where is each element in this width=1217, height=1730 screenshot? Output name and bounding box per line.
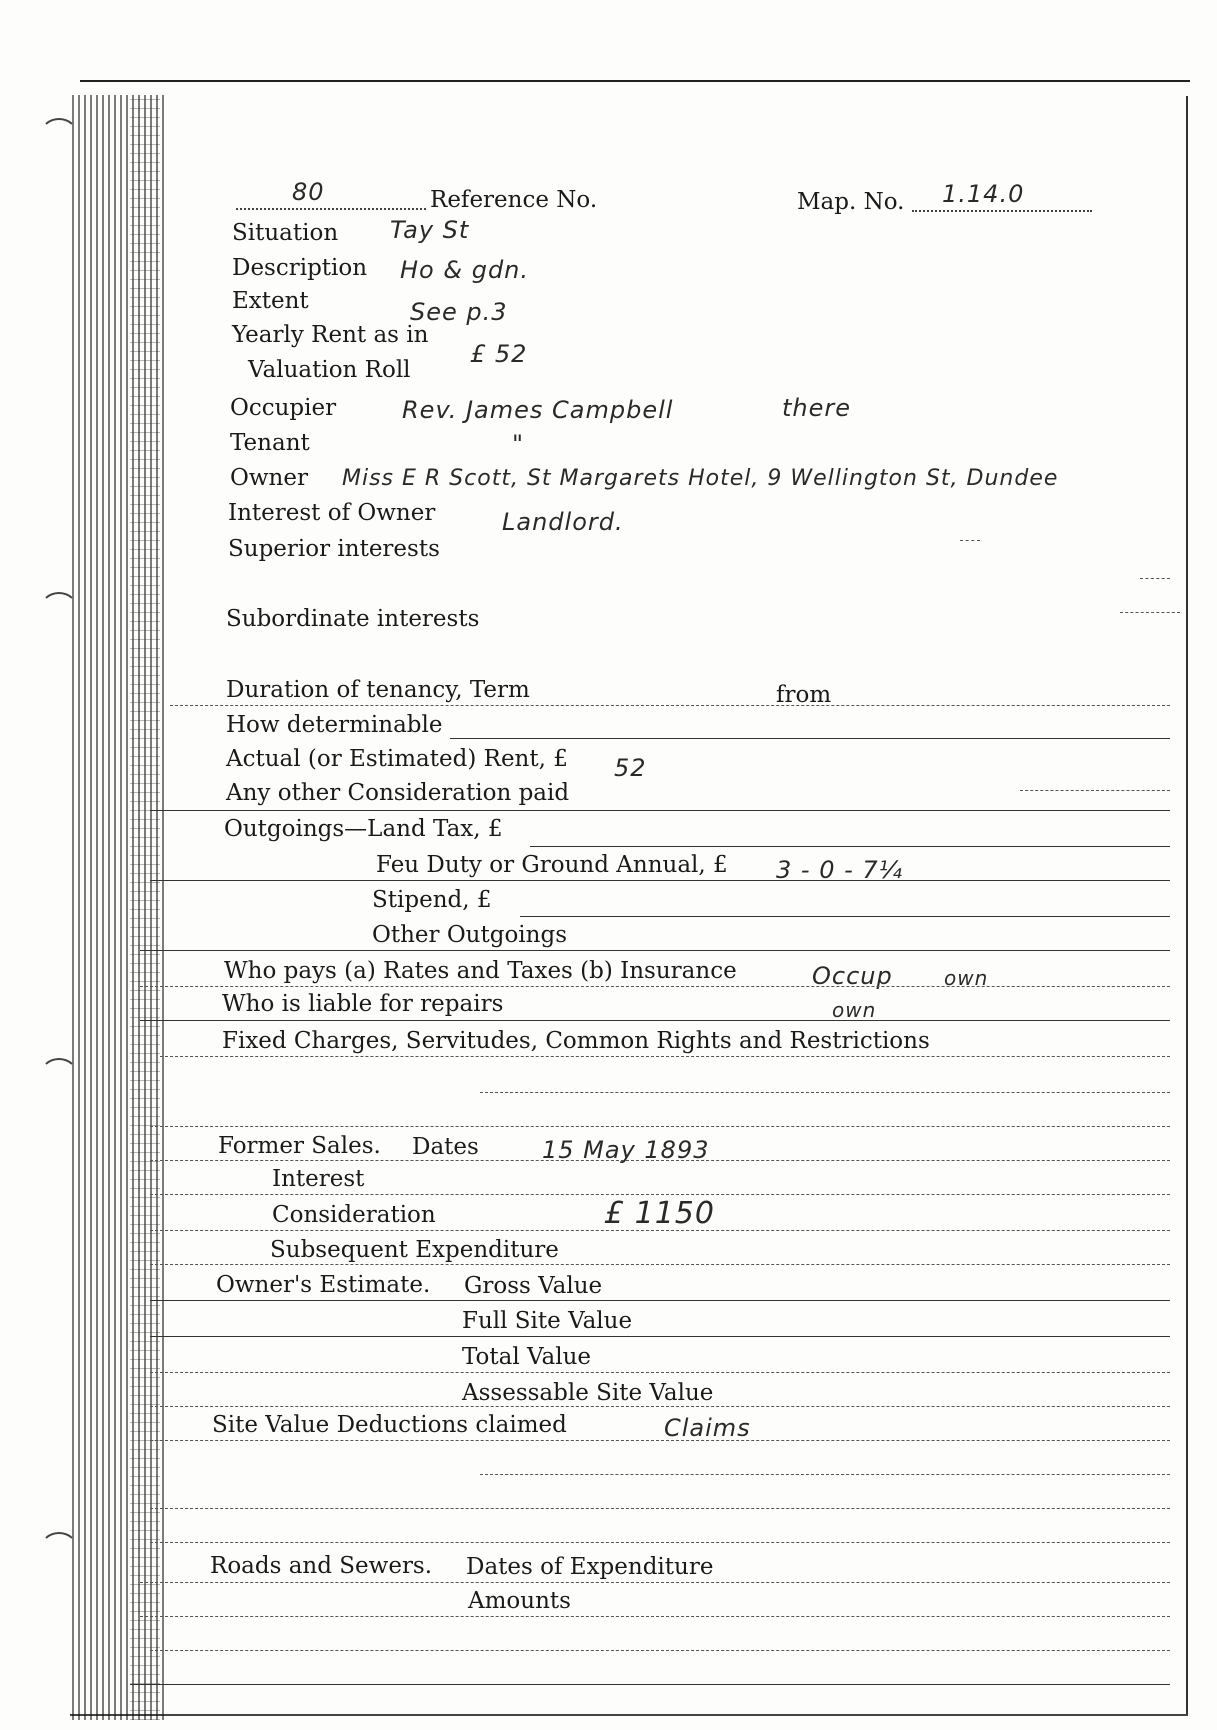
yearly-rent-label-2: Valuation Roll: [248, 357, 411, 383]
page-top-border: [80, 80, 1190, 82]
binder-ring-icon: [40, 1532, 78, 1566]
dash-mark: [150, 1542, 1170, 1543]
dash-mark: [480, 1474, 1170, 1475]
assessable-line: [150, 1406, 1170, 1407]
site-value-deductions-label: Site Value Deductions claimed: [212, 1412, 567, 1438]
total-value-label: Total Value: [462, 1344, 592, 1370]
description-value: Ho & gdn.: [400, 256, 530, 284]
owner-value: Miss E R Scott, St Margarets Hotel, 9 Wellington St, Dundee: [342, 466, 1059, 491]
how-determinable-label: How determinable: [226, 712, 443, 738]
dash-mark: [150, 1440, 1170, 1441]
yearly-rent-label-1: Yearly Rent as in: [232, 322, 429, 348]
who-pays-line: [140, 986, 1170, 987]
binder-ring-icon: [40, 118, 78, 152]
dash-mark: [1140, 578, 1170, 579]
former-sales-dates-value: 15 May 1893: [542, 1136, 710, 1164]
site-value-deductions-value: Claims: [664, 1414, 751, 1442]
bottom-line: [130, 1684, 1170, 1685]
liable-repairs-line: [140, 1020, 1170, 1021]
gross-value-label: Gross Value: [464, 1273, 603, 1299]
duration-from-label: from: [776, 682, 832, 708]
full-site-value-label: Full Site Value: [462, 1308, 633, 1334]
page-bottom-border: [70, 1714, 1188, 1716]
actual-rent-value: 52: [614, 754, 647, 782]
occupier-value: Rev. James Campbell: [402, 396, 674, 424]
actual-rent-label: Actual (or Estimated) Rent, £: [226, 746, 568, 772]
roads-line: [140, 1582, 1170, 1583]
feu-duty-label: Feu Duty or Ground Annual, £: [376, 852, 728, 878]
amounts-label: Amounts: [468, 1588, 571, 1614]
who-pays-label: Who pays (a) Rates and Taxes (b) Insurance: [224, 958, 737, 984]
subordinate-interests-label: Subordinate interests: [226, 606, 480, 632]
dash-mark: [150, 1126, 1170, 1127]
superior-interests-label: Superior interests: [228, 536, 440, 562]
dash-mark: [1020, 790, 1170, 791]
amounts-line: [140, 1616, 1170, 1617]
interest-of-owner-label: Interest of Owner: [228, 500, 436, 526]
dash-mark: [150, 1230, 1170, 1231]
dash-mark: [150, 1650, 1170, 1651]
liable-repairs-label: Who is liable for repairs: [222, 991, 504, 1017]
interest-label: Interest: [272, 1166, 365, 1192]
who-pays-insurance-value: own: [944, 966, 989, 990]
former-sales-label: Former Sales.: [218, 1133, 381, 1159]
consideration-label: Consideration: [272, 1202, 436, 1228]
occupier-label: Occupier: [230, 395, 337, 421]
outgoings-label: Outgoings—Land Tax, £: [224, 816, 503, 842]
fixed-charges-label: Fixed Charges, Servitudes, Common Rights and Restrictions: [222, 1028, 930, 1054]
dates-of-expenditure-label: Dates of Expenditure: [466, 1554, 714, 1580]
owners-estimate-label: Owner's Estimate.: [216, 1272, 431, 1298]
feu-duty-line: [150, 880, 1170, 881]
subsequent-expenditure-label: Subsequent Expenditure: [270, 1237, 559, 1263]
binding-stitching: [130, 95, 160, 1720]
dash-mark: [150, 1264, 1170, 1265]
map-no-label: Map. No.: [797, 189, 905, 215]
map-no-line: [912, 210, 1092, 212]
liable-repairs-value: own: [832, 998, 877, 1022]
situation-label: Situation: [232, 220, 339, 246]
page-right-border: [1186, 96, 1188, 1716]
duration-line: [170, 705, 1170, 706]
who-pays-rates-value: Occup: [812, 962, 893, 990]
other-consideration-label: Any other Consideration paid: [226, 780, 570, 806]
dash-mark: [480, 1092, 1170, 1093]
dash-mark: [150, 1194, 1170, 1195]
stipend-line: [520, 916, 1170, 917]
reference-no-value: 80: [292, 178, 325, 206]
gross-value-line: [150, 1300, 1170, 1301]
tenant-value: ": [512, 430, 525, 458]
former-sales-line: [150, 1160, 1170, 1161]
dash-mark: [1120, 612, 1180, 613]
assessable-site-value-label: Assessable Site Value: [462, 1380, 714, 1406]
dash-mark: [960, 540, 980, 541]
total-value-line: [150, 1372, 1170, 1373]
situation-value: Tay St: [390, 216, 470, 244]
roads-sewers-label: Roads and Sewers.: [210, 1553, 433, 1579]
former-sales-dates-label: Dates: [412, 1134, 479, 1160]
reference-no-label: Reference No.: [430, 187, 598, 213]
stipend-label: Stipend, £: [372, 887, 492, 913]
extent-value: See p.3: [410, 298, 508, 326]
fixed-charges-line: [160, 1056, 1170, 1057]
interest-of-owner-value: Landlord.: [502, 508, 624, 536]
description-label: Description: [232, 255, 368, 281]
reference-no-line: [236, 208, 426, 210]
other-outgoings-line: [140, 950, 1170, 951]
yearly-rent-value: £ 52: [470, 340, 528, 368]
map-no-value: 1.14.0: [942, 180, 1025, 208]
how-determinable-line: [450, 738, 1170, 739]
consideration-value: £ 1150: [604, 1196, 715, 1231]
dash-mark: [150, 1508, 1170, 1509]
binder-ring-icon: [40, 592, 78, 626]
tenant-label: Tenant: [230, 430, 310, 456]
other-consideration-line: [150, 810, 1170, 811]
land-tax-line: [530, 846, 1170, 847]
owner-label: Owner: [230, 465, 308, 491]
duration-label: Duration of tenancy, Term: [226, 677, 530, 703]
other-outgoings-label: Other Outgoings: [372, 922, 568, 948]
feu-duty-value: 3 - 0 - 7¼: [776, 856, 903, 884]
occupier-value-there: there: [782, 394, 852, 422]
extent-label: Extent: [232, 288, 309, 314]
binder-ring-icon: [40, 1058, 78, 1092]
full-site-value-line: [150, 1336, 1170, 1337]
